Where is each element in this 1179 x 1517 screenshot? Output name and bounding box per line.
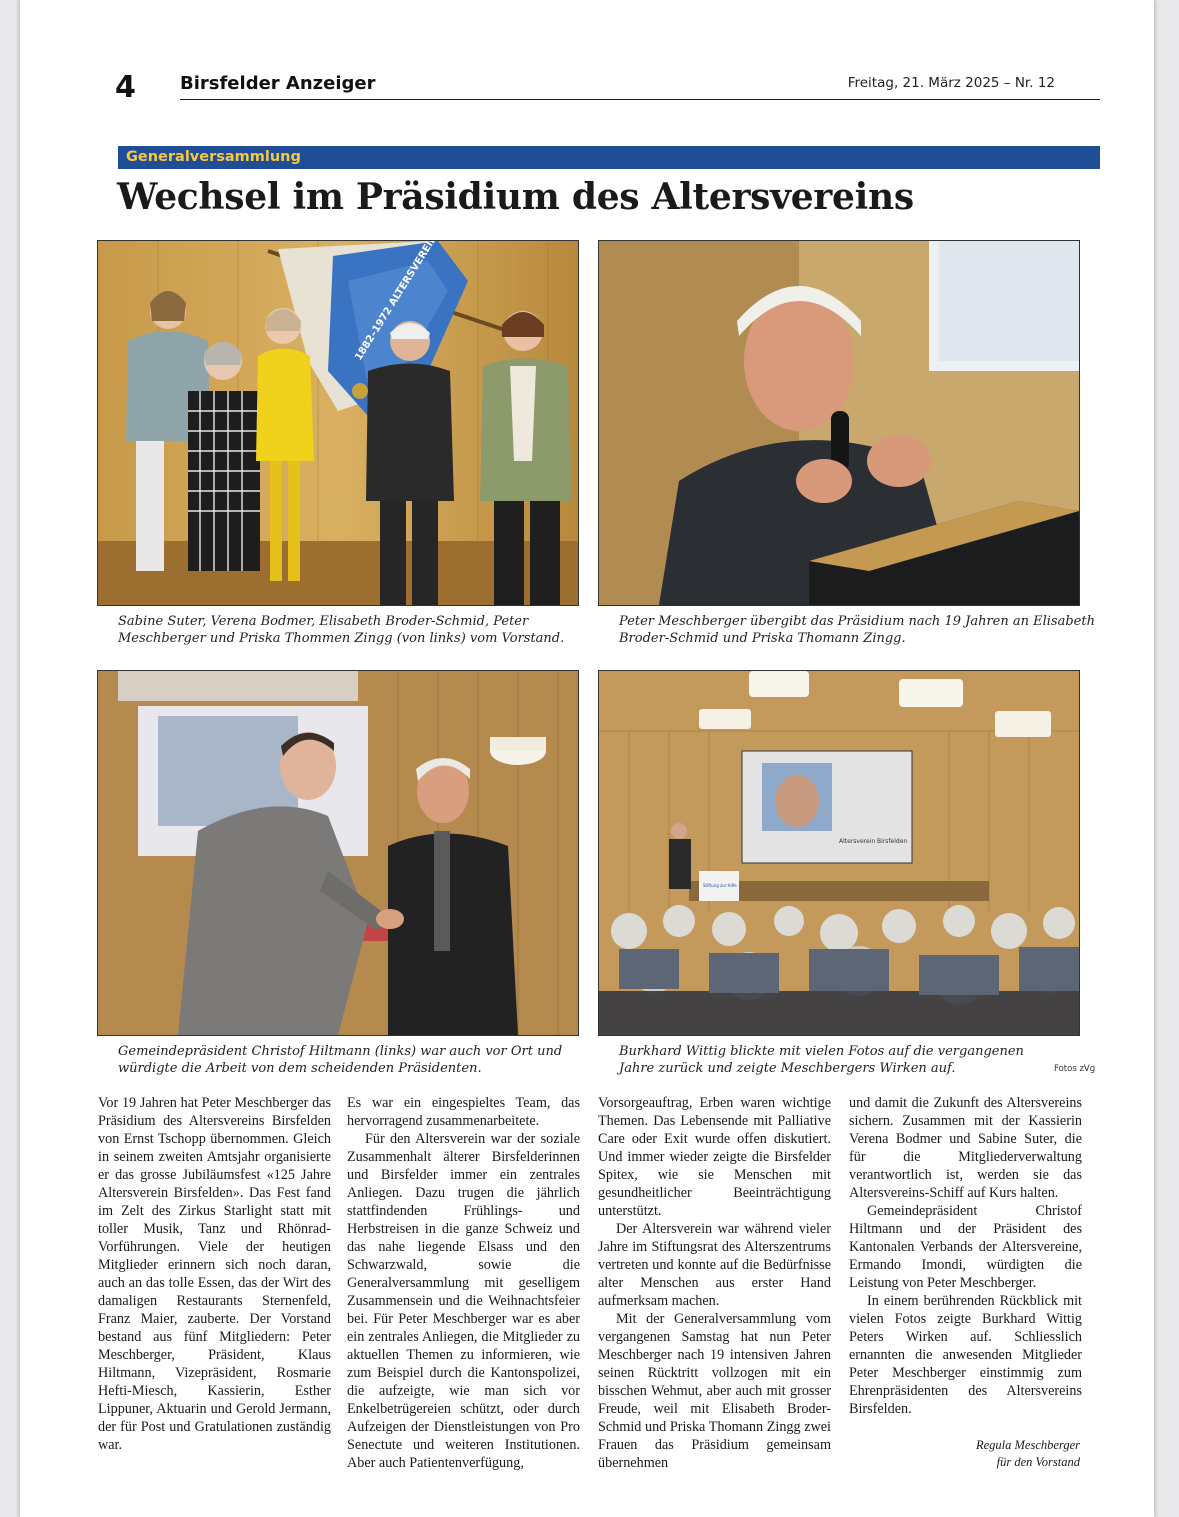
lectern-sign: Stiftung zur Hilfe: [703, 883, 737, 888]
article-column-3: [598, 1094, 831, 1472]
paragraph: Mit der Generalversammlung vom vergangenen Samstag hat nun Peter Meschberger nach 19 intensiven Jahren seinen Rücktritt vollzogen mit ein bisschen Wehmut, aber auch mit grosser Freude, weil mit Elisabeth Broder-Schmid und Priska Thomann Zingg zwei Frauen das Präsidium gemeinsam übernehmen: [598, 1311, 831, 1471]
caption-photo2: Peter Meschberger übergibt das Präsidium nach 19 Jahren an Elisabeth Broder-Schmid und Priska Thomann Zingg.: [619, 614, 1095, 646]
caption-photo1: Sabine Suter, Verena Bodmer, Elisabeth Broder-Schmid, Peter Meschberger und Priska Thommen Zingg (von links) vom Vorstand.: [118, 614, 565, 646]
paragraph: Der Altersverein war während vieler Jahre im Stiftungsrat des Alterszentrums vertreten und konnte auf die Bedürfnisse alter Menschen aus erster Hand aufmerksam machen.: [598, 1221, 831, 1309]
issue-date: Freitag, 21. März 2025 – Nr. 12: [847, 75, 1055, 91]
section-rubric: [118, 146, 1100, 169]
caption-photo4: Burkhard Wittig blickte mit vielen Fotos auf die vergangenen Jahre zurück und zeigte Meschbergers Wirken auf.: [619, 1044, 1024, 1076]
photo-handshake: [97, 670, 579, 1036]
author-name: Regula Meschberger: [975, 1438, 1080, 1452]
photo-credit: Fotos zVg: [1054, 1064, 1096, 1074]
paragraph: Gemeindepräsident Christof Hiltmann und der Präsident des Kantonalen Verbands der Altersvereine, Ermando Imondi, würdigten die Leistung von Peter Meschberger.: [849, 1203, 1082, 1291]
article-column-2: [347, 1094, 580, 1472]
page-number: 4: [115, 70, 136, 105]
paragraph: und damit die Zukunft des Altersvereins sichern. Zusammen mit der Kassierin Verena Bodmer und Sabine Suter, die für die Mitgliederverwaltung verantwortlich ist, werden sie das Altersvereins-Schiff auf Kurs halten.: [849, 1095, 1082, 1201]
header-rule: [180, 99, 1100, 100]
article-headline: Wechsel im Präsidium des Altersvereins: [117, 176, 914, 218]
flag-text: 1882–1972 ALTERSVEREIN: [353, 241, 441, 363]
photo-speaker-lectern: [598, 240, 1080, 606]
screen-text: Altersverein Birsfelden: [839, 838, 908, 845]
paragraph: Vor 19 Jahren hat Peter Meschberger das Präsidium des Altersvereins Birsfelden von Ernst Tschopp übernommen. Gleich in seinem zweiten Amtsjahr organisierte er das grosse Jubiläumsfest «125 Jahre Altersverein Birsfelden». Das Fest fand im Zelt des Zirkus Starlight statt mit toller Musik, Tanz und Rhönrad-Vorführungen. Viele der heutigen Mitglieder erinnern sich noch daran, auch an das tolle Essen, das der Wirt des damaligen Restaurants Sternenfeld, Franz Maier, zauberte. Der Vorstand bestand aus fünf Mitgliedern: Peter Meschberger, Präsident, Klaus Hiltmann, Vizepräsident, Rosmarie Hefti-Miesch, Kassierin, Esther Lippuner, Aktuarin und Gerold Jermann, der für Post und Gratulationen zuständig war.: [98, 1095, 331, 1453]
rubric-label: Generalversammlung: [126, 149, 301, 165]
paragraph: Vorsorgeauftrag, Erben waren wichtige Themen. Das Lebensende mit Palliative Care oder Exit wurde offen diskutiert. Und immer wieder zeigte die Birsfelder Spitex, wie sie Menschen mit gesundheitlicher Beeinträchtigung unterstützt.: [598, 1095, 831, 1219]
author-signature: [850, 1437, 1080, 1471]
article-column-1: [98, 1094, 331, 1454]
caption-photo3: Gemeindepräsident Christof Hiltmann (links) war auch vor Ort und würdigte die Arbeit von dem scheidenden Präsidenten.: [118, 1044, 563, 1076]
photo-audience: [598, 670, 1080, 1036]
newspaper-page: [20, 0, 1154, 1517]
photo-board-group: [97, 240, 579, 606]
newspaper-name: Birsfelder Anzeiger: [180, 73, 376, 94]
paragraph: Für den Altersverein war der soziale Zusammenhalt älterer Birsfelderinnen und Birsfelder immer ein zentrales Anliegen. Dazu trugen die jährlich stattfindenden Frühlings- und Herbstreisen in die ganze Schweiz und das nahe liegende Elsass und den Schwarzwald, sowie die Generalversammlung mit geselligem Zusammensein und die Weihnachtsfeier bei. Für Peter Meschberger war es aber ein zentrales Anliegen, die Mitglieder zu aktuellen Themen zu informieren, wie zum Beispiel durch die Kantonspolizei, die aufzeigte, wie man sich vor Enkelbetrügereien schützt, oder durch Aufzeigen der Dienstleistungen von Pro Senectute und weiteren Institutionen. Aber auch Patientenverfügung,: [347, 1131, 580, 1471]
paragraph: In einem berührenden Rückblick mit vielen Fotos zeigte Burkhard Wittig Peters Wirken auf. Schliesslich ernannten die anwesenden Mitglieder Peter Meschberger einstimmig zum Ehrenpräsidenten des Altersvereins Birsfelden.: [849, 1293, 1082, 1417]
article-column-4: [849, 1094, 1082, 1418]
author-role: für den Vorstand: [996, 1455, 1080, 1469]
paragraph: Es war ein eingespieltes Team, das hervorragend zusammenarbeitete.: [347, 1095, 580, 1129]
